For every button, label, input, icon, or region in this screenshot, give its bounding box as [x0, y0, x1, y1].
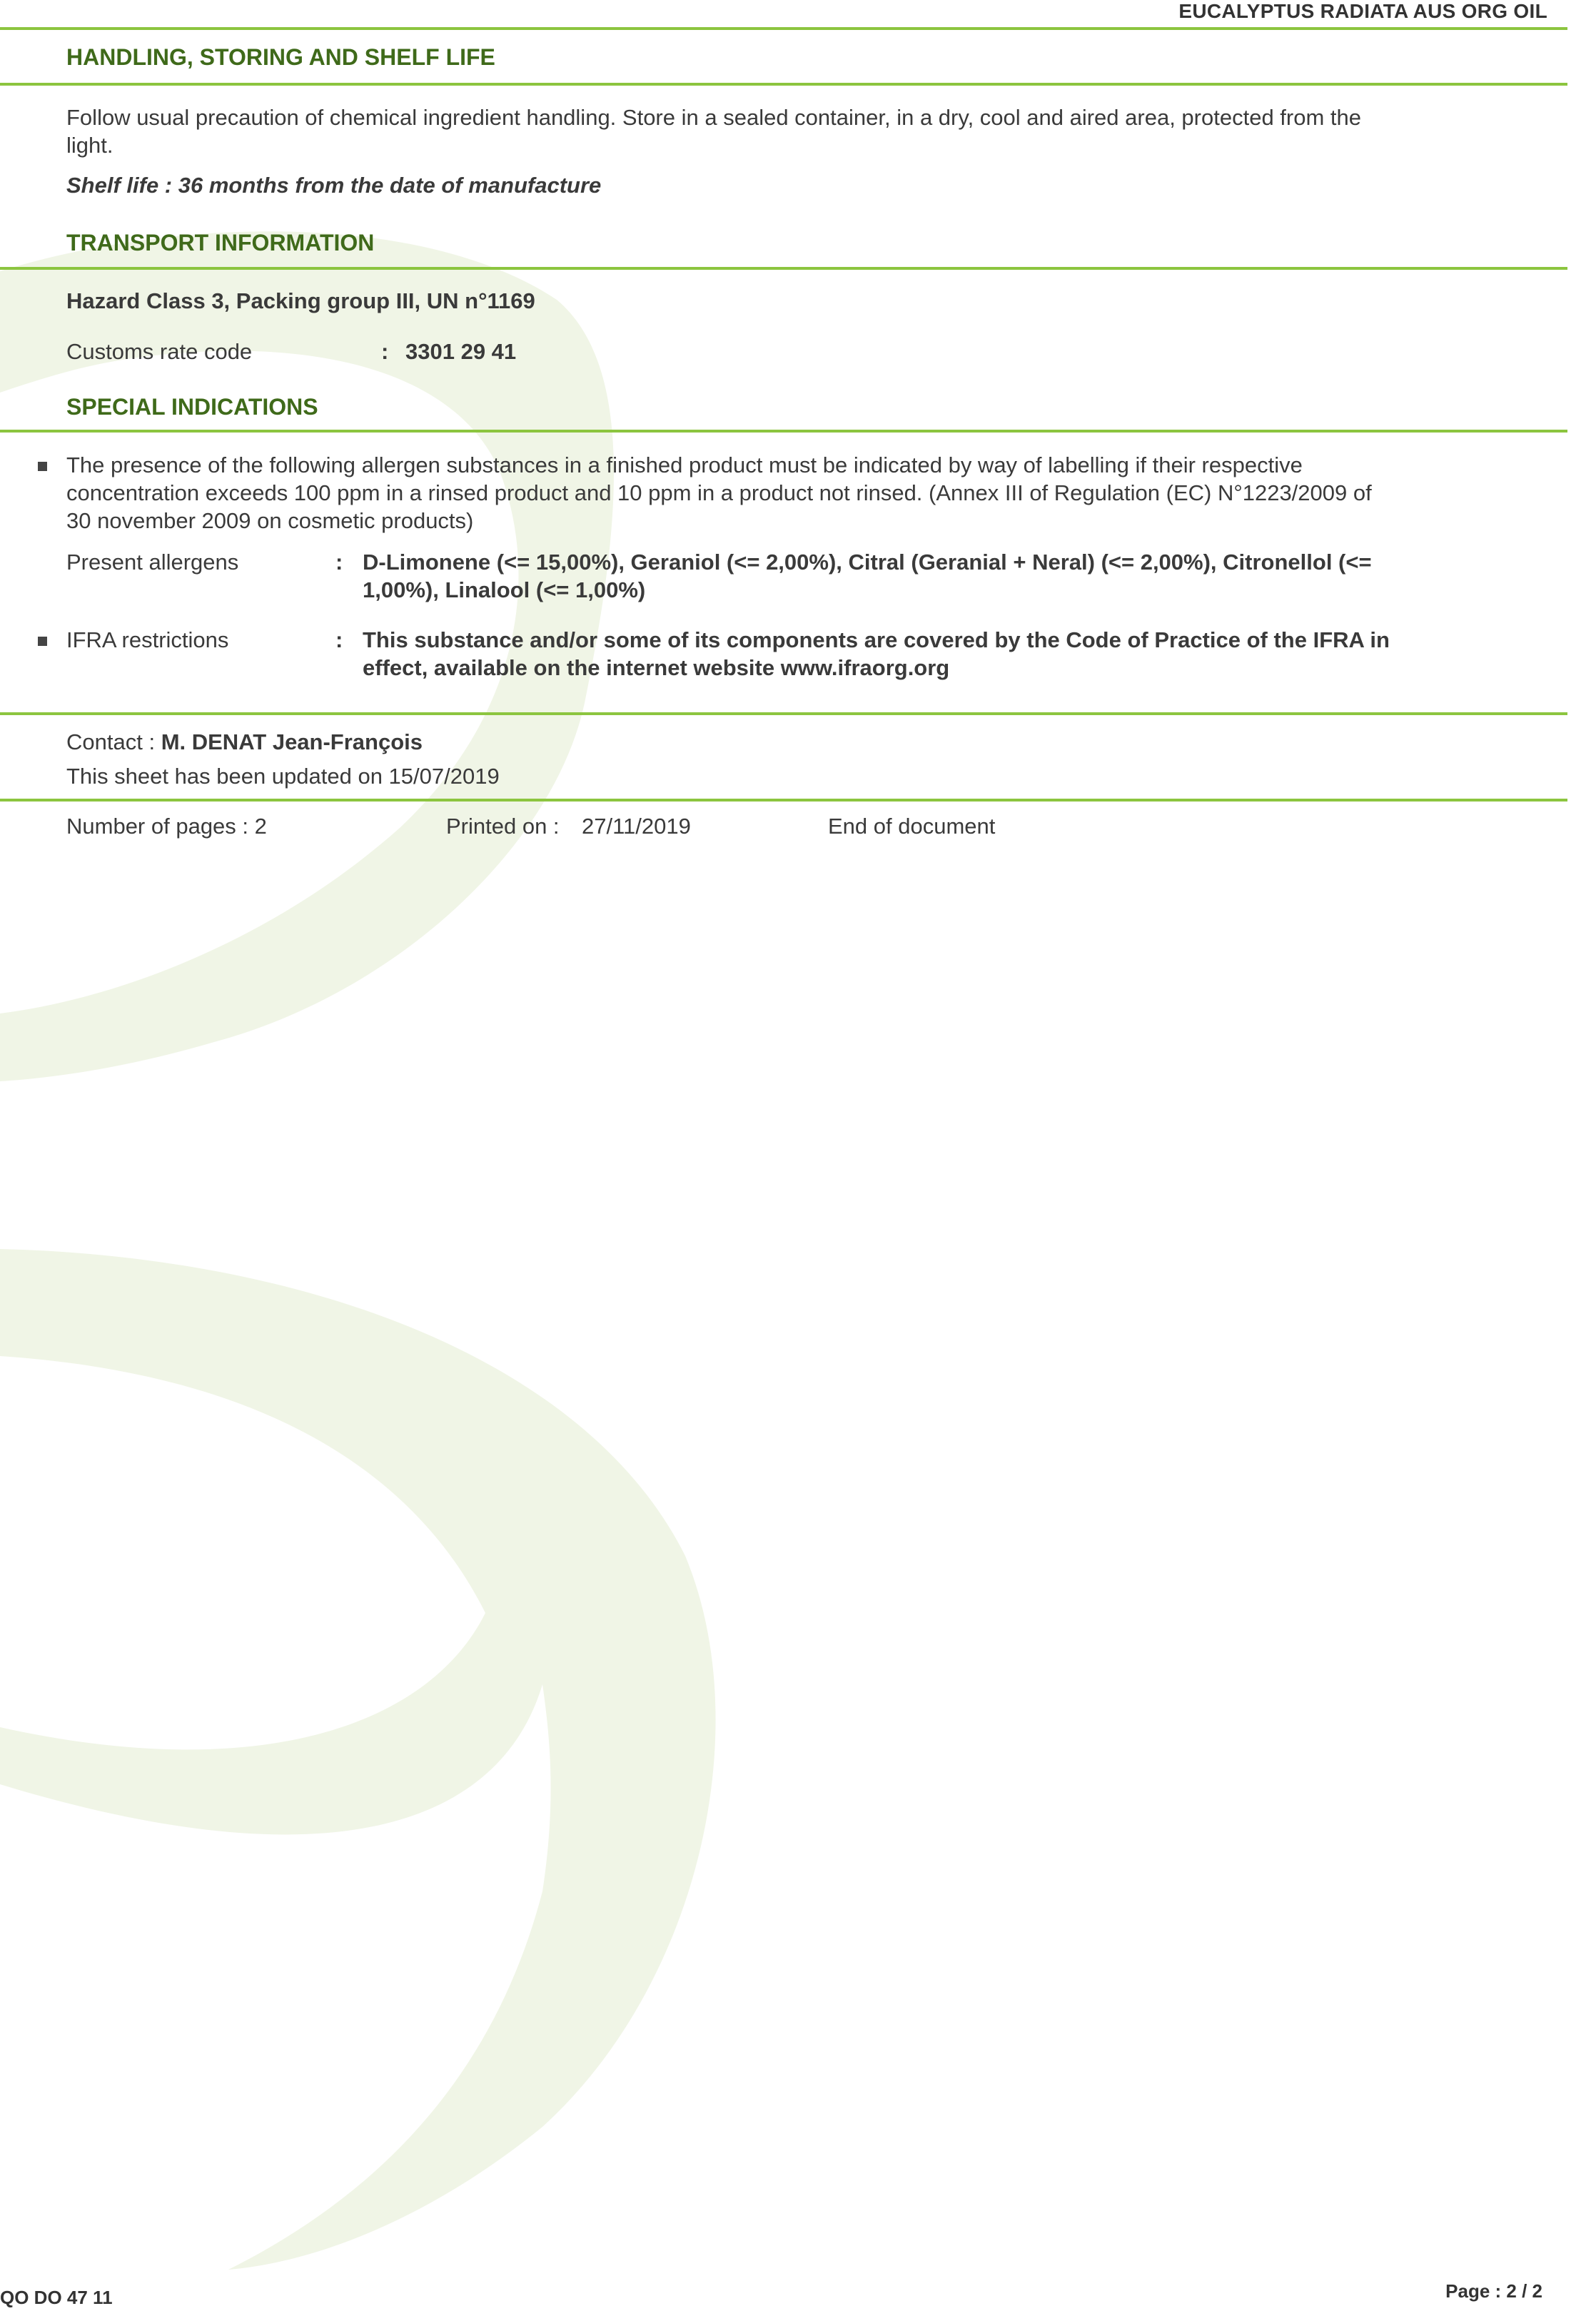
ifra-separator: :: [335, 627, 343, 652]
allergens-line2: 1,00%), Linalool (<= 1,00%): [363, 577, 646, 602]
contact-name: M. DENAT Jean-François: [161, 729, 423, 754]
customs-value: 3301 29 41: [405, 339, 517, 364]
transport-section-title: TRANSPORT INFORMATION: [66, 230, 375, 256]
contact-line: [66, 728, 423, 756]
handling-divider: [0, 83, 1567, 86]
header-divider: [0, 27, 1567, 30]
handling-text-line2: light.: [66, 133, 113, 158]
product-name-header: EUCALYPTUS RADIATA AUS ORG OIL: [1178, 0, 1547, 22]
handling-section-title: HANDLING, STORING AND SHELF LIFE: [66, 44, 495, 70]
printed-label: Printed on :: [446, 814, 560, 839]
ifra-line2: effect, available on the internet website www.ifraorg.org: [363, 655, 950, 680]
customs-separator: :: [381, 339, 389, 364]
transport-divider: [0, 267, 1567, 270]
end-of-document: End of document: [828, 814, 996, 839]
ifra-text: [363, 626, 1519, 682]
allergens-list: [363, 548, 1519, 604]
allergen-note-line1: The presence of the following allergen substances in a finished product must be indicated by way of labelling if their respective: [66, 452, 1303, 477]
hazard-info: Hazard Class 3, Packing group III, UN n°1169: [66, 288, 535, 313]
contact-divider: [0, 712, 1567, 715]
allergen-note: [66, 451, 1372, 535]
handling-text: [66, 103, 1361, 159]
allergens-line1: D-Limonene (<= 15,00%), Geraniol (<= 2,00%), Citral (Geranial + Neral) (<= 2,00%), Citronellol (<=: [363, 550, 1372, 575]
ifra-label: IFRA restrictions: [66, 627, 229, 652]
handling-text-line1: Follow usual precaution of chemical ingredient handling. Store in a sealed container, in a dry, cool and aired area, protected from the: [66, 105, 1361, 130]
bullet-icon: [38, 637, 47, 646]
allergen-note-line3: 30 november 2009 on cosmetic products): [66, 508, 474, 533]
special-divider: [0, 430, 1567, 433]
customs-label: Customs rate code: [66, 339, 253, 364]
page-count: Number of pages : 2: [66, 814, 267, 839]
printed-date: 27/11/2019: [582, 814, 691, 839]
meta-divider: [0, 799, 1567, 802]
updated-date: This sheet has been updated on 15/07/2019: [66, 764, 500, 789]
allergens-label: Present allergens: [66, 550, 239, 575]
contact-label: Contact :: [66, 729, 156, 754]
allergens-separator: :: [335, 550, 343, 575]
ifra-line1: This substance and/or some of its components are covered by the Code of Practice of the IFRA in: [363, 627, 1390, 652]
page-number: Page : 2 / 2: [1445, 2280, 1542, 2302]
bullet-icon: [38, 462, 47, 471]
special-section-title: SPECIAL INDICATIONS: [66, 394, 318, 420]
shelf-life: Shelf life : 36 months from the date of manufacture: [66, 173, 602, 198]
allergen-note-line2: concentration exceeds 100 ppm in a rinsed product and 10 ppm in a product not rinsed. (Annex III of Regulation (EC) N°1223/2009 of: [66, 480, 1372, 505]
document-code: QO DO 47 11: [0, 2287, 113, 2308]
